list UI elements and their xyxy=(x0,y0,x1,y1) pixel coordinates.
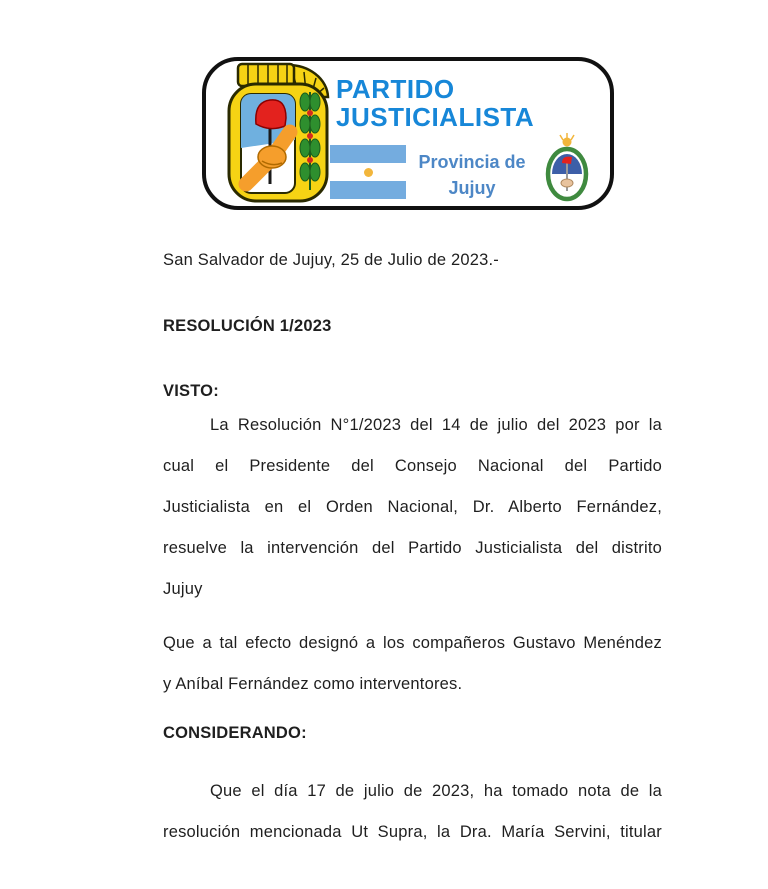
header-logo-box xyxy=(202,57,614,210)
paragraph-line: Que a tal efecto designó a los compañeros Gustavo Menéndez xyxy=(163,634,662,652)
paragraph-line: cual el Presidente del Consejo Nacional del Partido xyxy=(163,457,662,475)
visto-heading: VISTO: xyxy=(163,382,219,400)
flag-stripe-bottom xyxy=(330,181,406,199)
flag-stripe-middle xyxy=(330,163,406,181)
resolution-title: RESOLUCIÓN 1/2023 xyxy=(163,317,332,335)
visto-paragraph xyxy=(163,405,662,610)
province-line2: Jujuy xyxy=(448,178,496,198)
designation-paragraph xyxy=(163,623,662,705)
party-name-line2: JUSTICIALISTA xyxy=(336,102,535,132)
province-line1: Provincia de xyxy=(418,152,526,172)
argentina-flag-icon xyxy=(330,145,406,199)
paragraph-line: resolución mencionada Ut Supra, la Dra. María Servini, titular xyxy=(163,823,662,841)
paragraph-line: Que el día 17 de julio de 2023, ha tomado nota de la xyxy=(210,782,662,800)
paragraph-line: resuelve la intervención del Partido Justicialista del distrito xyxy=(163,539,662,557)
considerando-heading: CONSIDERANDO: xyxy=(163,724,307,742)
party-name xyxy=(336,75,534,131)
argentina-coat-of-arms-icon xyxy=(536,133,598,203)
considerando-paragraph xyxy=(163,771,662,853)
paragraph-line: Jujuy xyxy=(163,580,203,598)
flag-sun-icon xyxy=(364,168,373,177)
paragraph-line: La Resolución N°1/2023 del 14 de julio del 2023 por la xyxy=(210,416,662,434)
flag-stripe-top xyxy=(330,145,406,163)
province-subtitle xyxy=(406,149,538,201)
pj-shield-icon xyxy=(226,62,330,204)
date-line: San Salvador de Jujuy, 25 de Julio de 2023.- xyxy=(163,251,499,269)
party-name-line1: PARTIDO xyxy=(336,74,455,104)
paragraph-line: y Aníbal Fernández como interventores. xyxy=(163,675,463,693)
paragraph-line: Justicialista en el Orden Nacional, Dr. Alberto Fernández, xyxy=(163,498,662,516)
